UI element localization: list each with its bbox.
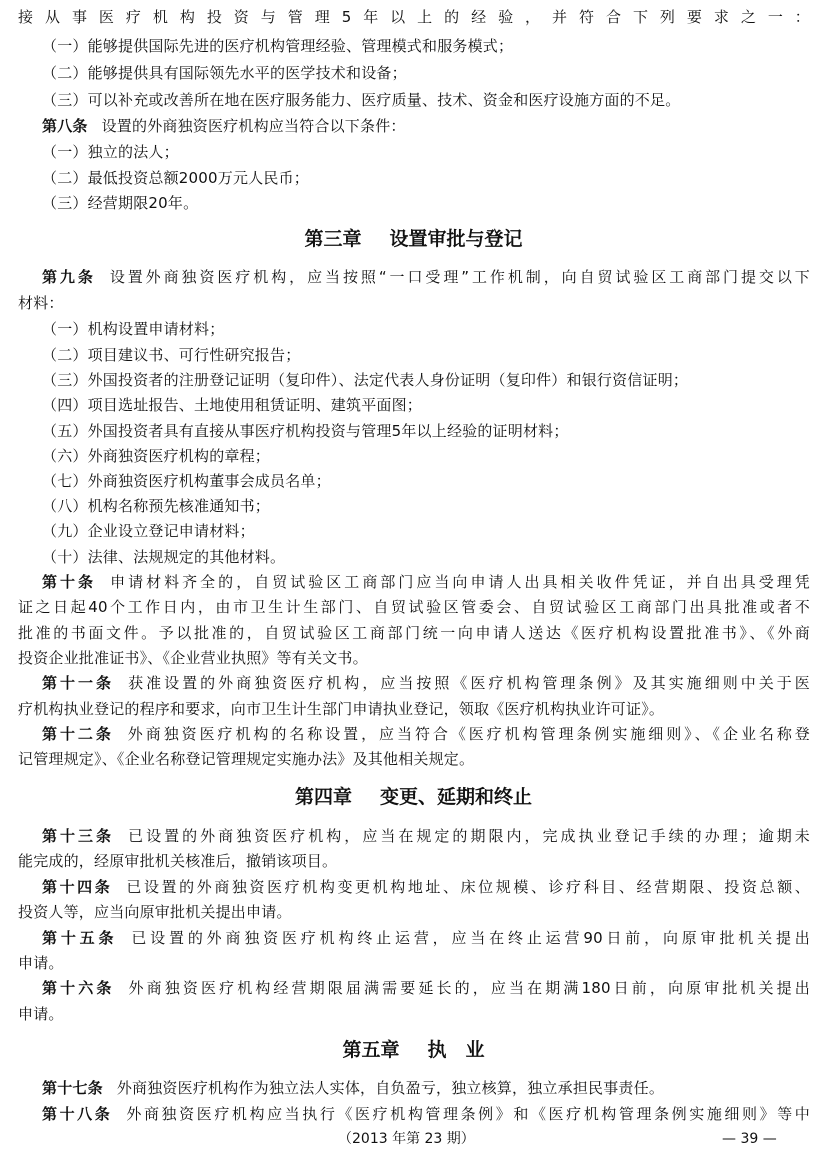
list-item: （八）机构名称预先核准通知书； (42, 497, 271, 515)
paragraph-line: 记管理规定》、《企业名称登记管理规定实施办法》及其他相关规定。 (18, 750, 475, 768)
list-item: （九）企业设立登记申请材料； (42, 522, 255, 540)
article-text: 外商独资医疗机构作为独立法人实体，自负盈亏，独立核算，独立承担民事责任。 (116, 1079, 665, 1097)
list-item: （五）外国投资者具有直接从事医疗机构投资与管理5年以上经验的证明材料； (42, 422, 569, 440)
article-text: 外商独资医疗机构经营期限届满需要延长的，应当在期满180日前，向原审批机关提出 (128, 979, 810, 997)
list-item: （三）经营期限20年。 (42, 194, 199, 212)
article-15 (42, 925, 810, 951)
paragraph-line: 材料： (18, 294, 64, 312)
article-text: 申请材料齐全的，自贸试验区工商部门应当向申请人出具相关收件凭证，并自出具受理凭 (110, 573, 810, 591)
list-item: （二）能够提供具有国际领先水平的医学技术和设备； (42, 64, 407, 82)
article-label: 第十一条 (42, 674, 115, 692)
chapter-number: 第三章 (304, 228, 362, 250)
article-label: 第八条 (42, 117, 88, 135)
paragraph-line: 申请。 (18, 954, 64, 972)
article-9 (42, 264, 810, 290)
list-item: （一）机构设置申请材料； (42, 320, 225, 338)
chapter-title: 设置审批与登记 (389, 228, 523, 250)
article-label: 第十五条 (42, 929, 118, 947)
article-14 (42, 874, 810, 900)
list-item: （一）能够提供国际先进的医疗机构管理经验、管理模式和服务模式； (42, 37, 514, 55)
paragraph-line: 疗机构执业登记的程序和要求，向市卫生计生部门申请执业登记，领取《医疗机构执业许可证》。 (18, 700, 665, 718)
chapter-title: 变更、延期和终止 (380, 786, 533, 808)
paragraph-line: 申请。 (18, 1005, 64, 1023)
article-label: 第九条 (42, 268, 96, 286)
list-item: （四）项目选址报告、土地使用租赁证明、建筑平面图； (42, 396, 423, 414)
paragraph-line: 批准的书面文件。予以批准的，自贸试验区工商部门统一向申请人送达《医疗机构设置批准书》、《外商 (18, 624, 810, 642)
article-10 (42, 569, 810, 595)
paragraph-line: 接从事医疗机构投资与管理5年以上的经验，并符合下列要求之一： (18, 8, 810, 26)
list-item: （一）独立的法人； (42, 143, 179, 161)
article-label: 第十六条 (42, 979, 115, 997)
article-12 (42, 721, 810, 747)
article-16 (42, 975, 810, 1001)
article-label: 第十七条 (42, 1079, 103, 1097)
article-text: 设置外商独资医疗机构，应当按照“一口受理”工作机制，向自贸试验区工商部门提交以下 (109, 268, 810, 286)
article-label: 第十条 (42, 573, 97, 591)
article-13 (42, 823, 810, 849)
article-text: 已设置的外商独资医疗机构终止运营，应当在终止运营90日前，向原审批机关提出 (131, 929, 810, 947)
list-item: （六）外商独资医疗机构的章程； (42, 447, 271, 465)
article-label: 第十三条 (42, 827, 115, 845)
list-item: （三）外国投资者的注册登记证明（复印件）、法定代表人身份证明（复印件）和银行资信证明； (42, 371, 689, 389)
article-17 (42, 1075, 810, 1101)
chapter-number: 第五章 (342, 1039, 400, 1061)
article-label: 第十二条 (42, 725, 114, 743)
article-18 (42, 1101, 810, 1127)
paragraph-line: 投资人等，应当向原审批机关提出申请。 (18, 903, 292, 921)
article-label: 第十八条 (42, 1105, 113, 1123)
article-text: 已设置的外商独资医疗机构，应当在规定的期限内，完成执业登记手续的办理；逾期未 (128, 827, 810, 845)
article-text: 设置的外商独资医疗机构应当符合以下条件： (101, 117, 406, 135)
list-item: （七）外商独资医疗机构董事会成员名单； (42, 472, 331, 490)
article-text: 已设置的外商独资医疗机构变更机构地址、床位规模、诊疗科目、经营期限、投资总额、 (126, 878, 810, 896)
list-item: （三）可以补充或改善所在地在医疗服务能力、医疗质量、技术、资金和医疗设施方面的不足。 (42, 91, 681, 109)
list-item: （二）最低投资总额2000万元人民币； (42, 169, 309, 187)
article-text: 外商独资医疗机构应当执行《医疗机构管理条例》和《医疗机构管理条例实施细则》等中 (126, 1105, 810, 1123)
article-label: 第十四条 (42, 878, 113, 896)
chapter-number: 第四章 (294, 786, 352, 808)
article-8 (42, 113, 810, 139)
article-text: 获准设置的外商独资医疗机构，应当按照《医疗机构管理条例》及其实施细则中关于医 (128, 674, 810, 692)
page-number: — 39 — (722, 1131, 777, 1147)
chapter-3-heading (0, 224, 827, 254)
list-item: （二）项目建议书、可行性研究报告； (42, 346, 301, 364)
issue-label: （2013 年第 23 期） (338, 1131, 475, 1147)
chapter-5-heading (0, 1035, 827, 1065)
chapter-title: 执 业 (427, 1039, 485, 1061)
chapter-4-heading (0, 782, 827, 812)
article-11 (42, 670, 810, 696)
paragraph-line: 投资企业批准证书》、《企业营业执照》等有关文书。 (18, 649, 368, 667)
paragraph-line: 能完成的，经原审批机关核准后，撤销该项目。 (18, 852, 338, 870)
article-text: 外商独资医疗机构的名称设置，应当符合《医疗机构管理条例实施细则》、《企业名称登 (127, 725, 810, 743)
list-item: （十）法律、法规规定的其他材料。 (42, 548, 286, 566)
paragraph-line: 证之日起40个工作日内，由市卫生计生部门、自贸试验区管委会、自贸试验区工商部门出具批准或者不 (18, 598, 810, 616)
